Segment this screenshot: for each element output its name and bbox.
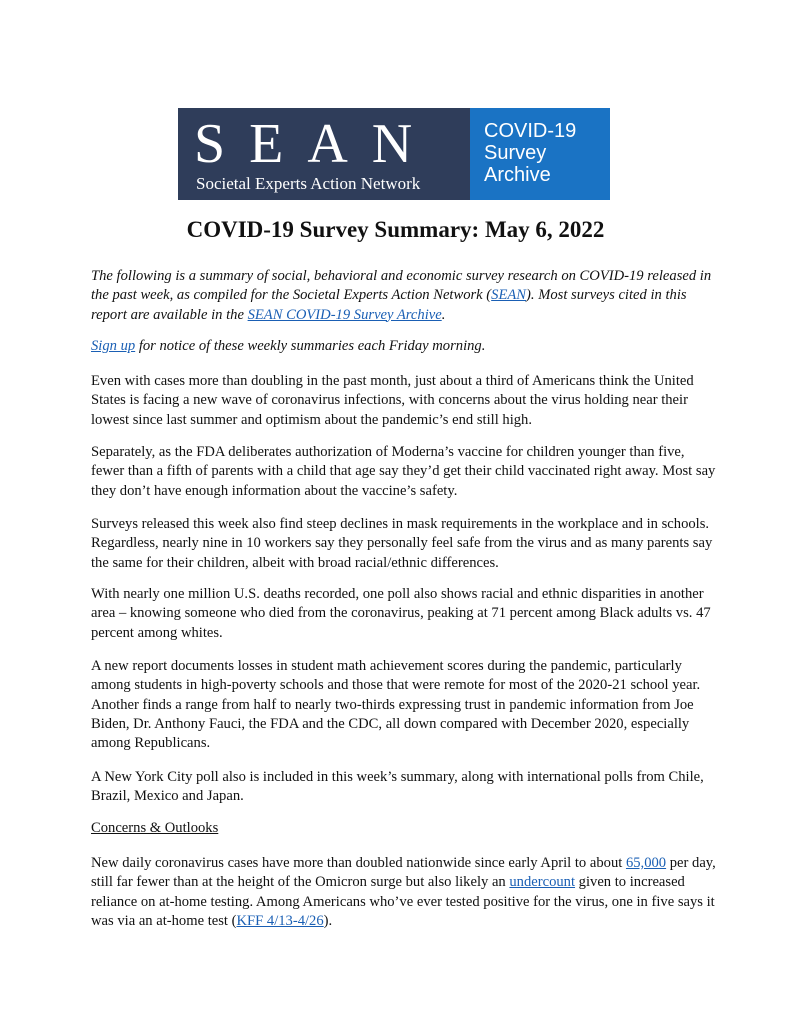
paragraph-daily-cases: [91, 854, 716, 931]
paragraph-cases: Even with cases more than doubling in the past month, just about a third of Americans think the United States is facing a new wave of coronavirus infections, with concerns about the virus holding near their lowest since last summer and optimism about the pandemic’s end still high.: [91, 373, 694, 428]
intro-text-1: The following is a summary of social, behavioral and economic survey research on COVID-19 released in the past week, as compiled for the Societal Experts Action Network (: [91, 268, 712, 304]
survey-archive-link[interactable]: SEAN COVID-19 Survey Archive: [247, 306, 442, 323]
paragraph-international: A New York City poll also is included in this week’s summary, along with international polls from Chile, Brazil, Mexico and Japan.: [91, 769, 704, 805]
cases-count-link[interactable]: 65,000: [625, 855, 667, 871]
logo-left-panel: [178, 108, 470, 200]
signup-text: for notice of these weekly summaries each Friday morning.: [135, 338, 486, 354]
paragraph-deaths: With nearly one million U.S. deaths recorded, one poll also shows racial and ethnic disparities in another area – knowing someone who died from the coronavirus, peaking at 71 percent among Black adults vs. 47 percent among whites.: [91, 586, 711, 641]
kff-survey-link[interactable]: KFF 4/13-4/26: [236, 912, 324, 929]
paragraph-education: A new report documents losses in student math achievement scores during the pandemic, particularly among students in high-poverty schools and those that were remote for most of the 2020-21 school year. Another finds a range from half to nearly two-thirds expressing trust in pandemic information from Joe Biden, Dr. Anthony Fauci, the FDA and the CDC, all down compared with December 2020, especially among Republicans.: [91, 658, 701, 752]
logo-right-line3: Archive: [484, 164, 551, 186]
sean-link[interactable]: SEAN: [491, 287, 527, 304]
logo-right-line1: COVID-19: [484, 120, 577, 142]
cases-text-1: New daily coronavirus cases have more than doubled nationwide since early April to about: [91, 855, 626, 871]
section-heading: Concerns & Outlooks: [91, 820, 219, 836]
cases-text-3: given to increased reliance on at-home testing. Among Americans who’ve ever tested positive for the virus, one in five says it was via an at-home test (: [91, 874, 715, 929]
signup-paragraph: [91, 337, 716, 356]
intro-text-3: .: [441, 306, 446, 323]
paragraph-masks: Surveys released this week also find steep declines in mask requirements in the workplace and in schools. Regardless, nearly nine in 10 workers say they personally feel safe from the virus and as many parents say the same for their children, albeit with broad racial/ethnic differences.: [91, 516, 713, 571]
logo-letters: SEAN: [194, 113, 437, 175]
page-title: COVID-19 Survey Summary: May 6, 2022: [186, 217, 605, 242]
logo-right-panel: [470, 108, 610, 200]
sign-up-link[interactable]: Sign up: [91, 338, 136, 354]
cases-text-4: ).: [323, 912, 333, 929]
logo-right-line2: Survey: [484, 142, 547, 164]
paragraph-vaccine: Separately, as the FDA deliberates authorization of Moderna’s vaccine for children younger than five, fewer than a fifth of parents with a child that age say they’d get their child vaccinated right away. Most say they don’t have enough information about the vaccine’s safety.: [91, 444, 716, 499]
cases-text-2: per day, still far fewer than at the height of the Omicron surge but also likely an: [91, 855, 716, 891]
sean-logo: [178, 108, 610, 200]
intro-text-2: ). Most surveys cited in this report are available in the: [91, 287, 687, 323]
undercount-link[interactable]: undercount: [509, 874, 576, 891]
intro-paragraph: [91, 267, 716, 325]
logo-subtitle: Societal Experts Action Network: [196, 174, 421, 193]
